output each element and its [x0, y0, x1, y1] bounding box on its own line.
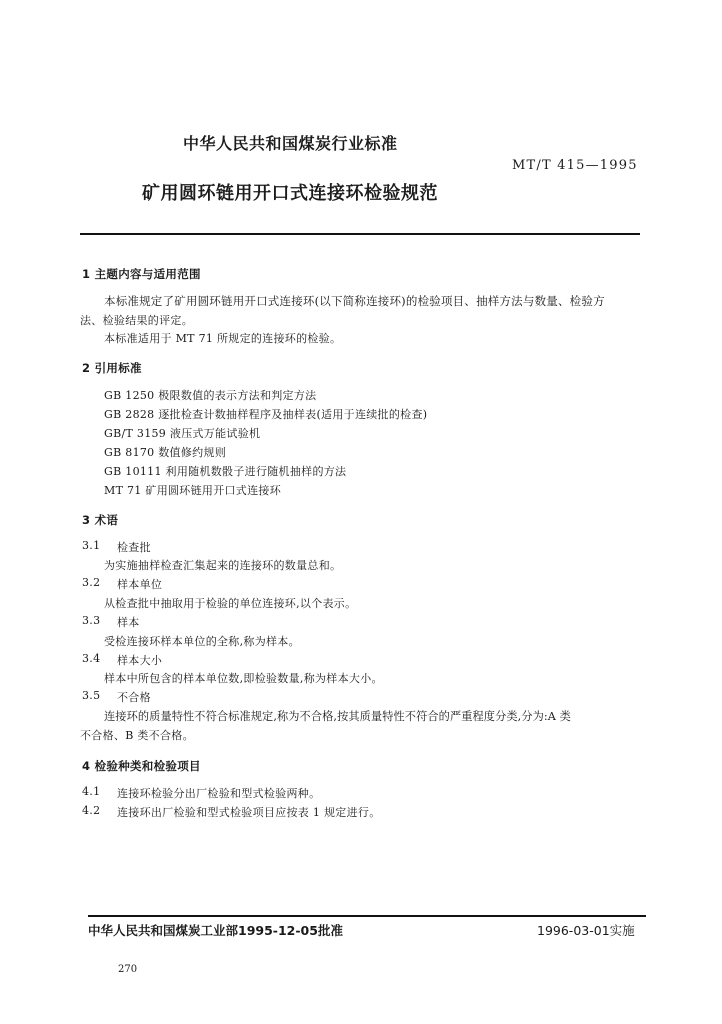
term-definition-continuation: 不合格、B 类不合格。 [80, 729, 194, 742]
term-number: 3.5 [82, 689, 101, 702]
footer-rule [88, 915, 646, 917]
org-title: 中华人民共和国煤炭行业标准 [183, 134, 398, 153]
effective-date: 1996-03-01实施 [537, 923, 635, 938]
reference-item: GB/T 3159 液压式万能试验机 [104, 427, 261, 440]
clause-text: 连接环检验分出厂检验和型式检验两种。 [117, 787, 321, 800]
clause-number: 4.1 [82, 785, 101, 798]
term-name: 样本 [117, 616, 140, 629]
section-1-paragraph-1-line-2: 法、检验结果的评定。 [80, 314, 193, 327]
clause-text: 连接环出厂检验和型式检验项目应按表 1 规定进行。 [117, 806, 381, 819]
section-2-heading: 2 引用标准 [82, 361, 142, 375]
term-number: 3.2 [82, 576, 101, 589]
reference-item: GB 1250 极限数值的表示方法和判定方法 [104, 389, 317, 402]
standard-number: MT/T 415—1995 [512, 158, 638, 173]
section-1-paragraph-1-line-1: 本标准规定了矿用圆环链用开口式连接环(以下简称连接环)的检验项目、抽样方法与数量、检验方 [104, 294, 605, 308]
term-number: 3.3 [82, 614, 101, 627]
term-definition: 受检连接环样本单位的全称,称为样本。 [104, 635, 300, 648]
document-title: 矿用圆环链用开口式连接环检验规范 [142, 183, 438, 204]
section-4-heading: 4 检验种类和检验项目 [82, 759, 201, 773]
term-number: 3.1 [82, 539, 101, 552]
page-number: 270 [118, 964, 138, 975]
term-number: 3.4 [82, 652, 101, 665]
term-name: 检查批 [117, 541, 151, 554]
reference-item: GB 10111 利用随机数骰子进行随机抽样的方法 [104, 465, 347, 478]
issued-date: 中华人民共和国煤炭工业部1995-12-05批准 [88, 923, 343, 938]
term-name: 样本单位 [117, 578, 163, 591]
clause-number: 4.2 [82, 804, 101, 817]
section-1-heading: 1 主题内容与适用范围 [82, 267, 201, 281]
reference-item: GB 8170 数值修约规则 [104, 446, 227, 459]
term-name: 样本大小 [117, 654, 163, 667]
header-rule [80, 233, 640, 235]
reference-item: GB 2828 逐批检查计数抽样程序及抽样表(适用于连续批的检查) [104, 408, 428, 421]
section-3-heading: 3 术语 [82, 513, 119, 527]
term-definition: 连接环的质量特性不符合标准规定,称为不合格,按其质量特性不符合的严重程度分类,分为:A 类 [104, 710, 571, 723]
term-definition: 为实施抽样检查汇集起来的连接环的数量总和。 [104, 559, 342, 572]
term-definition: 从检查批中抽取用于检验的单位连接环,以个表示。 [104, 597, 357, 610]
term-name: 不合格 [117, 691, 151, 704]
reference-item: MT 71 矿用圆环链用开口式连接环 [104, 484, 281, 497]
section-1-paragraph-2: 本标准适用于 MT 71 所规定的连接环的检验。 [104, 332, 342, 345]
term-definition: 样本中所包含的样本单位数,即检验数量,称为样本大小。 [104, 672, 383, 685]
